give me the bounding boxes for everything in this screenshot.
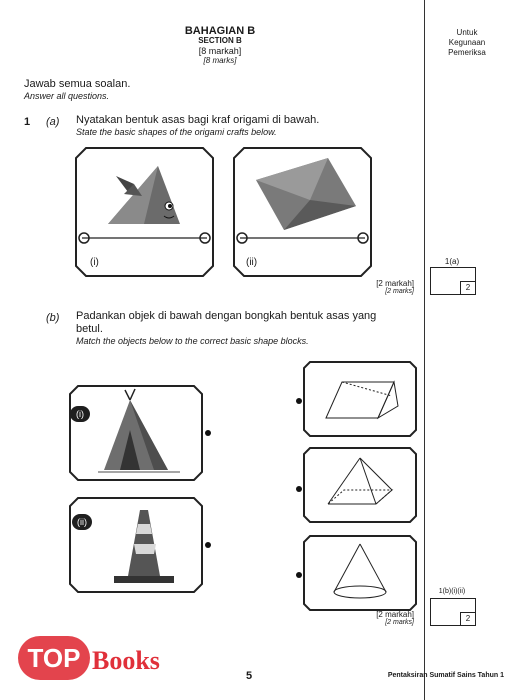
part-b-label: (b) <box>46 312 60 324</box>
examiner-margin-header <box>428 28 506 58</box>
square-pyramid-illustration <box>302 446 418 524</box>
triangular-prism-illustration <box>302 360 418 438</box>
object-2-label: (ii) <box>72 514 92 530</box>
origami-2-label: (ii) <box>246 257 258 268</box>
object-card-tent <box>68 384 204 482</box>
instruction-ms: Jawab semua soalan. <box>24 78 131 90</box>
instruction-en: Answer all questions. <box>24 91 110 101</box>
part-b-text-ms-2: betul. <box>76 323 103 335</box>
part-a-marks-ms: [2 markah] <box>376 279 414 288</box>
cone-illustration <box>302 534 418 612</box>
page-number: 5 <box>246 670 253 682</box>
margin-label-1a: 1(a) <box>444 257 460 266</box>
book-title: Pentaksiran Sumatif Sains Tahun 1 <box>387 672 504 679</box>
score-max-1a: 2 <box>460 281 476 295</box>
part-b-marks-ms: [2 markah] <box>376 610 414 619</box>
section-title: BAHAGIAN B <box>184 25 256 37</box>
score-box-1a[interactable] <box>430 267 476 295</box>
margin-header-line3: Pemeriksa <box>448 48 486 57</box>
section-marks-en: [8 marks] <box>203 56 237 65</box>
margin-header-line1: Untuk <box>456 28 478 37</box>
object-card-cone <box>68 496 204 594</box>
part-b-marks-en: [2 marks] <box>385 619 414 626</box>
section-marks-ms: [8 markah] <box>198 46 242 56</box>
shape-card-pyramid <box>302 446 418 524</box>
object-1-label: (i) <box>70 406 90 422</box>
part-b-text-en: Match the objects below to the correct basic shape blocks. <box>76 336 309 346</box>
part-a-marks-en: [2 marks] <box>385 288 414 295</box>
question-number: 1 <box>24 116 31 128</box>
object-1-match-dot[interactable] <box>205 430 211 436</box>
examiner-margin-line <box>424 0 425 700</box>
tent-illustration <box>68 384 204 482</box>
traffic-cone-illustration <box>68 496 204 594</box>
watermark-books: Books <box>92 646 160 675</box>
origami-1-label: (i) <box>90 257 99 268</box>
object-2-match-dot[interactable] <box>205 542 211 548</box>
margin-label-1b: 1(b)(i)(ii) <box>438 588 466 595</box>
watermark-top: TOP <box>18 636 90 680</box>
section-header <box>150 26 290 66</box>
score-box-1b[interactable] <box>430 598 476 626</box>
part-b-text-ms-1: Padankan objek di bawah dengan bongkah bentuk asas yang <box>76 310 377 322</box>
part-a-label: (a) <box>46 116 60 128</box>
part-a-text-ms: Nyatakan bentuk asas bagi kraf origami di bawah. <box>76 114 320 126</box>
margin-header-line2: Kegunaan <box>448 38 486 47</box>
part-a-text-en: State the basic shapes of the origami crafts below. <box>76 127 277 137</box>
shape-card-cone <box>302 534 418 612</box>
score-max-1b: 2 <box>460 612 476 626</box>
section-subtitle: SECTION B <box>198 36 242 45</box>
shape-card-prism <box>302 360 418 438</box>
